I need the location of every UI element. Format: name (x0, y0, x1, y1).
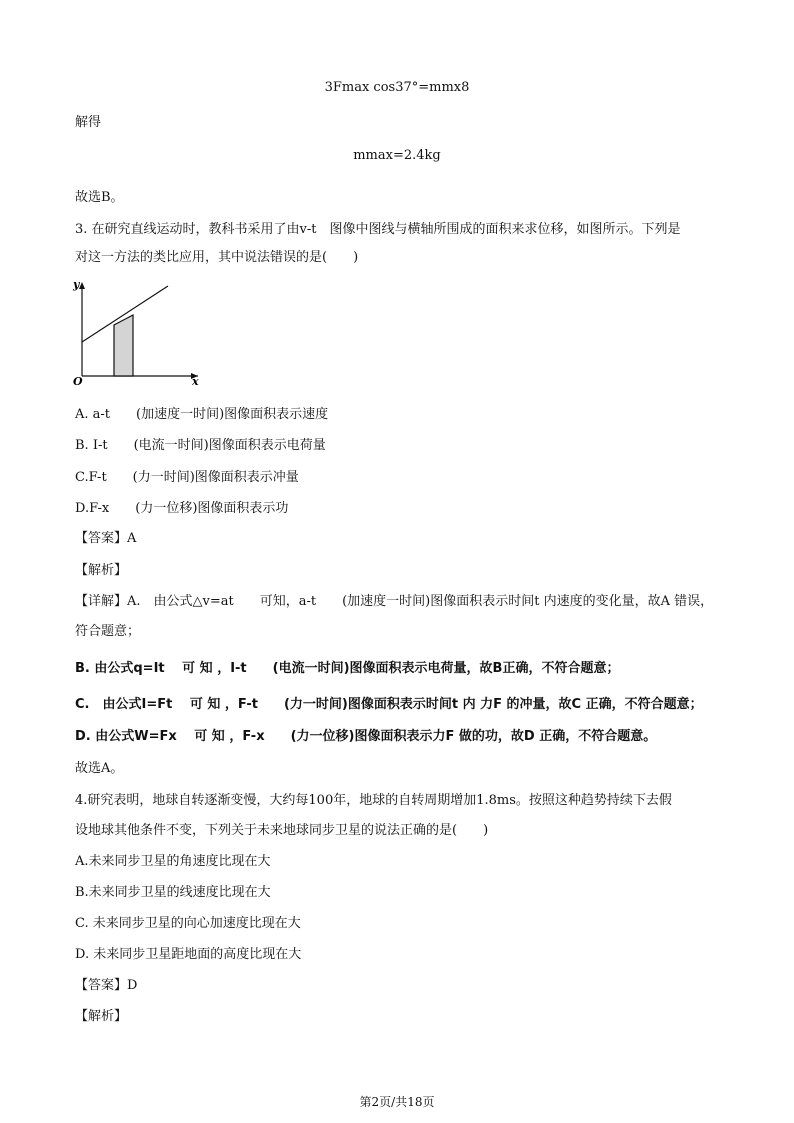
q3-option-c: C.F-t (力一时间)图像面积表示冲量 (75, 470, 299, 485)
q3-detail-c: C. 由公式I=Ft 可 知 ，F-t (力一时间)图像面积表示时间t 内 力F 的冲量，故C 正确，不符合题意； (75, 697, 703, 712)
vt-area-figure (68, 276, 208, 388)
q4-stem-line2: 设地球其他条件不变，下列关于未来地球同步卫星的说法正确的是( ) (75, 823, 489, 838)
q4-option-d: D. 未来同步卫星距地面的高度比现在大 (75, 947, 302, 962)
q3-detail-d: D. 由公式W=Fx 可 知 ，F-x (力一位移)图像面积表示力F 做的功，故D 正确，不符合题意。 (75, 729, 657, 744)
page-footer: 第2页/共18页 (359, 1095, 435, 1109)
q3-conclusion: 故选A。 (75, 761, 124, 776)
equation-2: mmax=2.4kg (353, 148, 441, 163)
q3-stem-line2: 对这一方法的类比应用，其中说法错误的是( ) (75, 250, 359, 265)
q4-analysis-label: 【解析】 (75, 1009, 128, 1024)
shaded-area (114, 315, 133, 376)
y-axis-label: y (73, 278, 80, 291)
q3-detail-line2: 符合题意； (75, 624, 141, 639)
q3-answer: 【答案】A (75, 531, 137, 546)
q3-detail-line1: 【详解】A. 由公式△v=at 可知，a-t (加速度一时间)图像面积表示时间t 内速度的变化量，故A 错误， (75, 594, 714, 609)
choice-conclusion-b: 故选B。 (75, 190, 124, 205)
q3-analysis-label: 【解析】 (75, 563, 128, 578)
y-axis-arrow (79, 282, 85, 289)
equation-1: 3Fmax cos37°=mmx8 (324, 80, 470, 95)
x-axis-label: x (192, 375, 199, 388)
q4-option-c: C. 未来同步卫星的向心加速度比现在大 (75, 916, 301, 931)
q3-detail-b: B. 由公式q=It 可 知 ，I-t (电流一时间)图像面积表示电荷量，故B正确，不符合题意； (75, 661, 620, 676)
q3-option-b: B. I-t (电流一时间)图像面积表示电荷量 (75, 438, 326, 453)
q4-stem-line1: 4.研究表明，地球自转逐渐变慢，大约每100年，地球的自转周期增加1.8ms。按照这种趋势持续下去假 (75, 793, 672, 808)
q4-answer: 【答案】D (75, 978, 138, 993)
q4-option-a: A.未来同步卫星的角速度比现在大 (75, 854, 271, 869)
origin-label: O (73, 375, 83, 388)
q3-option-a: A. a-t (加速度一时间)图像面积表示速度 (75, 407, 329, 422)
solve-label: 解得 (75, 115, 102, 130)
q3-option-d: D.F-x (力一位移)图像面积表示功 (75, 501, 289, 516)
q4-option-b: B.未来同步卫星的线速度比现在大 (75, 885, 271, 900)
q3-stem-line1: 3. 在研究直线运动时，教科书采用了由v-t 图像中图线与横轴所围成的面积来求位移，如图所示。下列是 (75, 222, 681, 237)
